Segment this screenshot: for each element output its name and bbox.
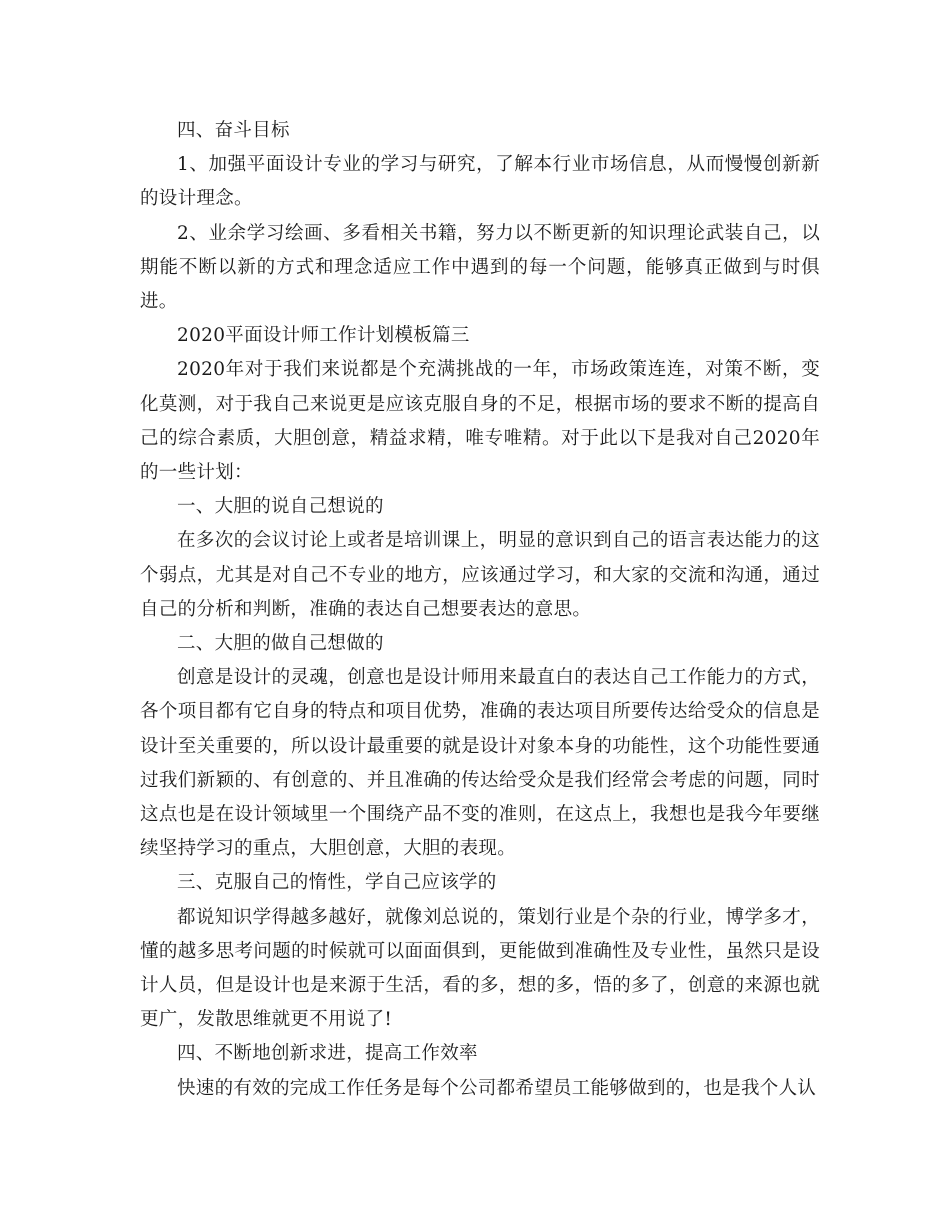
article-title-part-three: 2020平面设计师工作计划模板篇三 (177, 325, 470, 347)
section-heading-goals: 四、奋斗目标 (177, 120, 290, 141)
section-heading-speak-boldly: 一、大胆的说自己想说的 (177, 496, 384, 518)
paragraph-intro-2020: 2020年对于我们来说都是个充满挑战的一年，市场政策连连，对策不断，变化莫测，对于我自己来说更是应该克服自身的不足，根据市场的要求不断的提高自己的综合素质，大胆创意，精益求精，唯专唯精。对于此以下是我对自己2020年的一些计划： (140, 359, 820, 484)
paragraph-innovate: 快速的有效的完成工作任务是每个公司都希望员工能够做到的，也是我个人认 (177, 1077, 817, 1099)
paragraph-overcome-inertia: 都说知识学得越多越好，就像刘总说的，策划行业是个杂的行业，博学多才，懂的越多思考问题的时候就可以面面俱到，更能做到准确性及专业性，虽然只是设计人员，但是设计也是来源于生活，看的多，想的多，悟的多了，创意的来源也就更广，发散思维就更不用说了! (140, 906, 820, 1031)
paragraph-act-boldly: 创意是设计的灵魂，创意也是设计师用来最直白的表达自己工作能力的方式，各个项目都有它自身的特点和项目优势，准确的表达项目所要传达给受众的信息是设计至关重要的，所以设计最重要的就是设计对象本身的功能性，这个功能性要通过我们新颖的、有创意的、并且准确的传达给受众是我们经常会考虑的问题，同时这点也是在设计领域里一个围绕产品不变的准则，在这点上，我想也是我今年要继续坚持学习的重点，大胆创意，大胆的表现。 (140, 667, 820, 860)
paragraph-speak-boldly: 在多次的会议讨论上或者是培训课上，明显的意识到自己的语言表达能力的这个弱点，尤其是对自己不专业的地方，应该通过学习，和大家的交流和沟通，通过自己的分析和判断，准确的表达自己想要表达的意思。 (140, 530, 820, 620)
document-body (140, 114, 820, 1106)
section-heading-overcome-inertia: 三、克服自己的惰性，学自己应该学的 (177, 872, 497, 894)
section-heading-innovate: 四、不断地创新求进，提高工作效率 (177, 1043, 478, 1065)
paragraph-goal-1: 1、加强平面设计专业的学习与研究，了解本行业市场信息，从而慢慢创新新的设计理念。 (140, 154, 820, 210)
paragraph-goal-2: 2、业余学习绘画、多看相关书籍，努力以不断更新的知识理论武装自己，以期能不断以新的方式和理念适应工作中遇到的每一个问题，能够真正做到与时俱进。 (140, 222, 820, 313)
section-heading-act-boldly: 二、大胆的做自己想做的 (177, 633, 384, 655)
